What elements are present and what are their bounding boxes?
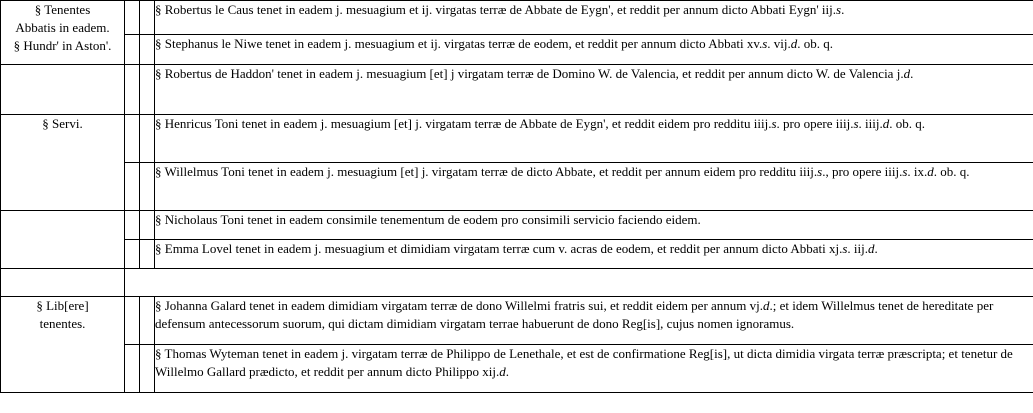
entry-robertus-de-haddon: § Robertus de Haddon' tenet in eadem j. mesuagium [et] j virgatam terræ de Domino W. de Valencia, et reddit per annum dicto W. de Valencia j.d.	[155, 65, 1033, 115]
marker-column	[125, 35, 140, 65]
marker-column	[125, 211, 140, 240]
marker-column	[125, 1, 140, 35]
label-line: § Tenentes	[34, 2, 91, 17]
marker-column	[125, 163, 140, 211]
marker-column	[140, 163, 155, 211]
entry-johanna-galard: § Johanna Galard tenet in eadem dimidiam virgatam terræ de dono Willelmi fratris sui, et reddit eidem per annum vj.d.; et idem Willelmus tenet de hereditate per defensum antecessorum suorum, qui dictam dimidiam virgatam terrae habuerunt de dono Reg[is], cujus nomen ignoramus.	[155, 297, 1033, 345]
entry-henricus-toni: § Henricus Toni tenet in eadem j. mesuagium [et] j. virgatam terræ de Abbate de Eygn', et reddit eidem pro redditu iiij.s. pro opere iiij.s. iiij.d. ob. q.	[155, 115, 1033, 163]
group-label-libere-tenentes	[1, 297, 125, 393]
label-line: tenentes.	[39, 316, 86, 331]
marker-column	[140, 240, 155, 269]
table-row	[1, 1, 1033, 35]
table-row	[1, 115, 1033, 163]
label-line: § Hundr' in Aston'.	[13, 38, 112, 53]
group-label-tenentes-abbatis	[1, 1, 125, 65]
entry-emma-lovel: § Emma Lovel tenet in eadem j. mesuagium et dimidiam virgatam terræ cum v. acras de eodem, et reddit per annum dicto Abbati xj.s. iij.d.	[155, 240, 1033, 269]
entry-stephanus-le-niwe: § Stephanus le Niwe tenet in eadem j. mesuagium et ij. virgatas terræ de eodem, et reddit per annum dicto Abbati xv.s. vij.d. ob. q.	[155, 35, 1033, 65]
empty-label-cell	[1, 65, 125, 115]
marker-column	[125, 65, 140, 115]
empty-row-cell	[125, 269, 1033, 297]
table-row	[1, 163, 1033, 211]
marker-column	[125, 345, 140, 393]
spacer-row	[1, 269, 1033, 297]
entry-willelmus-toni: § Willelmus Toni tenet in eadem j. mesuagium [et] j. virgatam terræ de dicto Abbate, et reddit per annum eidem pro redditu iiij.s., pro opere iiij.s. ix.d. ob. q.	[155, 163, 1033, 211]
marker-column	[140, 115, 155, 163]
entry-nicholaus-toni: § Nicholaus Toni tenet in eadem consimile tenementum de eodem pro consimili servicio faciendo eidem.	[155, 211, 1033, 240]
marker-column	[140, 65, 155, 115]
table-row	[1, 211, 1033, 240]
marker-column	[140, 297, 155, 345]
table-row	[1, 297, 1033, 345]
marker-column	[140, 211, 155, 240]
marker-column	[140, 345, 155, 393]
entry-robertus-le-caus: § Robertus le Caus tenet in eadem j. mesuagium et ij. virgatas terræ de Abbate de Eygn', et reddit per annum dicto Abbati Eygn' iij.s.	[155, 1, 1033, 35]
label-line: § Lib[ere]	[36, 298, 89, 313]
marker-column	[140, 1, 155, 35]
table-row	[1, 240, 1033, 269]
empty-label-cell	[1, 211, 125, 269]
label-line: Abbatis in eadem.	[15, 20, 110, 35]
table-row	[1, 35, 1033, 65]
group-label-servi: § Servi.	[1, 115, 125, 211]
marker-column	[125, 240, 140, 269]
table-row	[1, 345, 1033, 393]
entry-thomas-wyteman: § Thomas Wyteman tenet in eadem j. virgatam terræ de Philippo de Lenethale, et est de confirmatione Reg[is], ut dicta dimidia virgata terræ præscripta; et tenetur de Willelmo Gallard prædicto, et reddit per annum dicto Philippo xij.d.	[155, 345, 1033, 393]
marker-column	[125, 297, 140, 345]
marker-column	[125, 115, 140, 163]
marker-column	[140, 35, 155, 65]
empty-label-cell	[1, 269, 125, 297]
table-row	[1, 65, 1033, 115]
